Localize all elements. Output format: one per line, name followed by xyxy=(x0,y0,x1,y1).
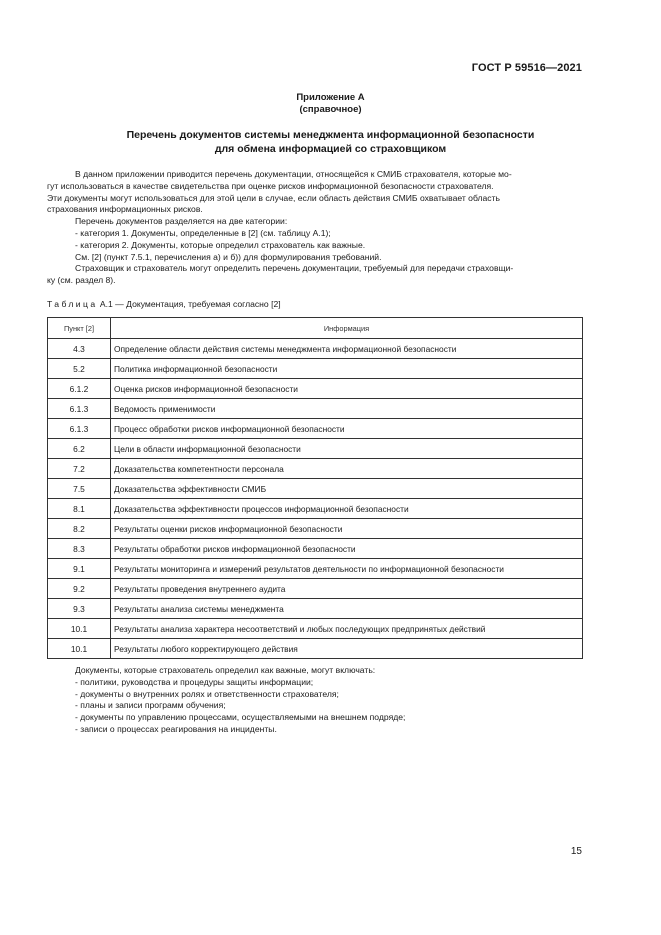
list-item: - планы и записи программ обучения; xyxy=(75,700,226,711)
see-note: См. [2] (пункт 7.5.1, перечисления а) и б)) для формулирования требований. xyxy=(75,251,382,262)
table-row xyxy=(48,579,583,599)
row-info: Результаты анализа системы менеджмента xyxy=(111,599,583,619)
intro-line-4: страхования информационных рисков. xyxy=(47,204,203,215)
intro-text xyxy=(47,169,583,287)
row-clause: 9.1 xyxy=(48,559,111,579)
row-info: Результаты анализа характера несоответствий и любых последующих предпринятых действий xyxy=(111,619,583,639)
row-info: Доказательства компетентности персонала xyxy=(111,459,583,479)
table-row xyxy=(48,639,583,659)
list-item: - записи о процессах реагирования на инциденты. xyxy=(75,723,277,734)
table-row xyxy=(48,599,583,619)
row-clause: 8.1 xyxy=(48,499,111,519)
row-info: Процесс обработки рисков информационной безопасности xyxy=(111,419,583,439)
table-row xyxy=(48,379,583,399)
row-clause: 8.2 xyxy=(48,519,111,539)
header-clause: Пункт [2] xyxy=(48,318,111,339)
table-row xyxy=(48,539,583,559)
row-info: Доказательства эффективности СМИБ xyxy=(111,479,583,499)
row-clause: 6.1.2 xyxy=(48,379,111,399)
row-clause: 6.1.3 xyxy=(48,419,111,439)
standard-number: ГОСТ Р 59516—2021 xyxy=(471,62,582,74)
list-item: - политики, руководства и процедуры защиты информации; xyxy=(75,676,314,687)
table-caption xyxy=(47,299,281,309)
category-2: - категория 2. Документы, которые определил страхователь как важные. xyxy=(75,239,366,250)
table-caption-word: Таблица xyxy=(47,299,98,309)
important-documents-intro: Документы, которые страхователь определил как важные, могут включать: xyxy=(75,665,376,675)
header-info: Информация xyxy=(111,318,583,339)
document-title xyxy=(60,128,601,156)
intro-line-2: гут использоваться в качестве свидетельства при оценке рисков информационной безопасности страхователя. xyxy=(47,180,494,191)
list-item: - документы по управлению процессами, осуществляемыми на внешнем подряде; xyxy=(75,712,406,723)
table-row xyxy=(48,439,583,459)
table-header-row xyxy=(48,318,583,339)
table-caption-text: А.1 — Документация, требуемая согласно [2] xyxy=(99,299,281,309)
table-row xyxy=(48,519,583,539)
row-info: Результаты проведения внутреннего аудита xyxy=(111,579,583,599)
appendix-label: Приложение А xyxy=(296,92,365,103)
row-info: Результаты любого корректирующего действия xyxy=(111,639,583,659)
title-line-1: Перечень документов системы менеджмента информационной безопасности xyxy=(126,129,535,141)
intro-line-3: Эти документы могут использоваться для этой цели в случае, если область действия СМИБ охватывает область xyxy=(47,192,500,203)
row-clause: 10.1 xyxy=(48,619,111,639)
important-documents-section xyxy=(47,665,583,736)
row-clause: 6.2 xyxy=(48,439,111,459)
categories-intro: Перечень документов разделяется на две категории: xyxy=(75,216,288,227)
category-1: - категория 1. Документы, определенные в [2] (см. таблицу А.1); xyxy=(75,227,331,238)
row-clause: 7.5 xyxy=(48,479,111,499)
table-row xyxy=(48,459,583,479)
table-row xyxy=(48,399,583,419)
table-row xyxy=(48,499,583,519)
list-item: - документы о внутренних ролях и ответственности страхователя; xyxy=(75,688,339,699)
row-info: Результаты оценки рисков информационной безопасности xyxy=(111,519,583,539)
page-number: 15 xyxy=(570,846,582,857)
row-clause: 5.2 xyxy=(48,359,111,379)
documentation-table xyxy=(47,317,583,659)
row-info: Результаты мониторинга и измерений результатов деятельности по информационной безопасности xyxy=(111,559,583,579)
intro-line-1: В данном приложении приводится перечень документации, относящейся к СМИБ страхователя, которые мо- xyxy=(75,169,512,179)
row-info: Оценка рисков информационной безопасности xyxy=(111,379,583,399)
row-info: Определение области действия системы менеджмента информационной безопасности xyxy=(111,339,583,359)
row-clause: 6.1.3 xyxy=(48,399,111,419)
table-row xyxy=(48,339,583,359)
row-info: Цели в области информационной безопасности xyxy=(111,439,583,459)
intro-last-line-1: Страховщик и страхователь могут определить перечень документации, требуемый для передачи страховщи- xyxy=(75,263,514,274)
row-clause: 10.1 xyxy=(48,639,111,659)
table-row xyxy=(48,559,583,579)
row-clause: 4.3 xyxy=(48,339,111,359)
table-row xyxy=(48,419,583,439)
row-clause: 8.3 xyxy=(48,539,111,559)
row-info: Политика информационной безопасности xyxy=(111,359,583,379)
title-line-2: для обмена информацией со страховщиком xyxy=(214,143,447,155)
row-clause: 9.2 xyxy=(48,579,111,599)
row-info: Доказательства эффективности процессов информационной безопасности xyxy=(111,499,583,519)
row-clause: 9.3 xyxy=(48,599,111,619)
table-row xyxy=(48,359,583,379)
intro-last-line-2: ку (см. раздел 8). xyxy=(47,275,116,286)
appendix-type: (справочное) xyxy=(299,104,362,115)
row-clause: 7.2 xyxy=(48,459,111,479)
row-info: Результаты обработки рисков информационной безопасности xyxy=(111,539,583,559)
table-row xyxy=(48,619,583,639)
table-row xyxy=(48,479,583,499)
row-info: Ведомость применимости xyxy=(111,399,583,419)
